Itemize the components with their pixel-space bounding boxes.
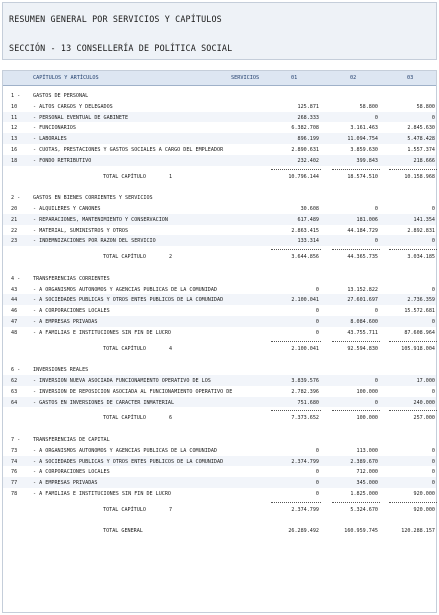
spacer-row bbox=[3, 262, 436, 273]
row-description: - A CORPORACIONES LOCALES bbox=[33, 469, 110, 476]
value-03: 0 bbox=[431, 114, 435, 121]
row-code: 78 bbox=[11, 491, 18, 497]
row-code: 44 bbox=[11, 297, 18, 304]
row-description: - A EMPRESAS PRIVADAS bbox=[33, 480, 98, 487]
total-01: 2.374.799 bbox=[291, 506, 319, 513]
row-description: - FONDO RETRIBUTIVO bbox=[33, 157, 92, 164]
row-description: - A ORGANISMOS AUTÓNOMOS Y AGENCIAS PÚBLICAS DE LA COMUNIDAD bbox=[33, 447, 218, 454]
total-03: 10.158.968 bbox=[404, 173, 435, 180]
value-01: 125.871 bbox=[297, 103, 319, 110]
total-chapter-number: 4 bbox=[169, 345, 173, 352]
value-01: 232.402 bbox=[297, 157, 319, 164]
value-01: 133.314 bbox=[297, 238, 319, 245]
row-code: 73 bbox=[11, 447, 18, 454]
value-01: 0 bbox=[315, 308, 319, 315]
value-01: 6.382.708 bbox=[291, 125, 319, 132]
total-label: TOTAL CAPÍTULO bbox=[103, 173, 146, 180]
row-description: - PERSONAL EVENTUAL DE GABINETE bbox=[33, 114, 129, 121]
value-02: 11.094.754 bbox=[347, 136, 378, 143]
value-03: 240.000 bbox=[413, 399, 435, 406]
col-02-header: 02 bbox=[350, 75, 357, 81]
total-03: 3.034.185 bbox=[407, 254, 435, 261]
value-02: 1.825.000 bbox=[350, 491, 378, 497]
row-description: - A ORGANISMOS AUTÓNOMOS Y AGENCIAS PÚBLICAS DE LA COMUNIDAD bbox=[33, 286, 218, 293]
value-01: 2.782.396 bbox=[291, 388, 319, 395]
row-code: 76 bbox=[11, 469, 18, 476]
grand-total-01: 26.289.492 bbox=[288, 528, 319, 535]
col-03-header: 03 bbox=[407, 75, 414, 81]
value-03: 15.572.681 bbox=[404, 308, 435, 315]
row-code: 20 bbox=[11, 206, 18, 212]
table-row bbox=[3, 305, 436, 316]
table-header bbox=[3, 71, 436, 86]
table-row bbox=[3, 445, 436, 456]
total-02: 100.000 bbox=[356, 415, 378, 422]
spacer-row bbox=[3, 353, 436, 364]
row-code: 63 bbox=[11, 388, 18, 395]
row-code: 4 - bbox=[11, 275, 21, 282]
value-02: 181.006 bbox=[356, 216, 378, 223]
chapter-total-row bbox=[3, 504, 436, 515]
value-01: 0 bbox=[315, 286, 319, 293]
row-code: 74 bbox=[11, 458, 18, 465]
row-code: 1 - bbox=[11, 93, 21, 99]
chapter-heading-row bbox=[3, 434, 436, 445]
value-03: 218.666 bbox=[413, 157, 435, 164]
chapter-heading-row bbox=[3, 192, 436, 203]
total-label: TOTAL CAPÍTULO bbox=[103, 506, 146, 513]
value-01: 2.100.041 bbox=[291, 297, 319, 304]
value-02: 0 bbox=[374, 308, 378, 315]
table-row bbox=[3, 397, 436, 408]
row-code: 77 bbox=[11, 480, 18, 487]
row-description: - A SOCIEDADES PÚBLICAS Y OTROS ENTES PÚBLICOS DE LA COMUNIDAD bbox=[33, 458, 224, 465]
row-code: 2 - bbox=[11, 195, 21, 202]
col-desc-header: CAPÍTULOS Y ARTÍCULOS bbox=[33, 75, 99, 81]
chapter-total-row bbox=[3, 251, 436, 262]
row-description: - FUNCIONARIOS bbox=[33, 125, 76, 132]
value-03: 0 bbox=[431, 458, 435, 465]
row-description: - REPARACIONES, MANTENIMIENTO Y CONSERVACIÓN bbox=[33, 216, 168, 223]
table-row bbox=[3, 488, 436, 499]
value-01: 2.890.631 bbox=[291, 147, 319, 153]
row-description: - A FAMILIAS E INSTITUCIONES SIN FIN DE LUCRO bbox=[33, 491, 172, 497]
col-services-header: SERVICIOS bbox=[231, 75, 260, 81]
grand-total-label: TOTAL GENERAL bbox=[103, 528, 143, 535]
total-02: 18.574.510 bbox=[347, 173, 378, 180]
row-description: - INVERSIÓN NUEVA ASOCIADA FUNCIONAMIENTO OPERATIVO DE LOS bbox=[33, 378, 211, 384]
total-chapter-number: 2 bbox=[169, 254, 173, 261]
row-code: 21 bbox=[11, 216, 18, 223]
col-01-header: 01 bbox=[291, 75, 298, 81]
value-03: 920.000 bbox=[413, 491, 435, 497]
value-01: 0 bbox=[315, 329, 319, 336]
table-row bbox=[3, 466, 436, 477]
total-01: 7.373.652 bbox=[291, 415, 319, 422]
value-03: 87.608.964 bbox=[404, 329, 435, 336]
row-description: - CUOTAS, PRESTACIONES Y GASTOS SOCIALES A CARGO DEL EMPLEADOR bbox=[33, 147, 224, 153]
value-03: 58.800 bbox=[416, 103, 435, 110]
chapter-heading-row bbox=[3, 273, 436, 284]
total-03: 257.000 bbox=[413, 415, 435, 422]
value-02: 113.000 bbox=[356, 447, 378, 454]
total-02: 92.594.830 bbox=[347, 345, 378, 352]
table-row bbox=[3, 101, 436, 112]
total-02: 44.365.735 bbox=[347, 254, 378, 261]
table-row bbox=[3, 327, 436, 338]
value-01: 268.333 bbox=[297, 114, 319, 121]
value-03: 0 bbox=[431, 319, 435, 325]
row-code: 48 bbox=[11, 329, 18, 336]
table-row bbox=[3, 155, 436, 166]
total-03: 105.918.004 bbox=[401, 345, 435, 352]
chapter-heading-row bbox=[3, 364, 436, 375]
value-02: 399.843 bbox=[356, 157, 378, 164]
row-description: INVERSIONES REALES bbox=[33, 367, 89, 374]
section-title: SECCIÓN - 13 CONSELLERÍA DE POLÍTICA SOCIAL bbox=[9, 43, 233, 53]
spacer-row bbox=[3, 515, 436, 526]
table-row bbox=[3, 477, 436, 488]
row-description: TRANSFERENCIAS CORRIENTES bbox=[33, 275, 110, 282]
total-chapter-number: 7 bbox=[169, 506, 173, 513]
row-code: 23 bbox=[11, 238, 18, 245]
row-description: - INDEMNIZACIONES POR RAZÓN DEL SERVICIO bbox=[33, 238, 156, 245]
table-row bbox=[3, 284, 436, 295]
row-description: - ALQUILERES Y CÁNONES bbox=[33, 206, 101, 212]
row-code: 46 bbox=[11, 308, 18, 315]
value-02: 0 bbox=[374, 114, 378, 121]
value-02: 3.161.463 bbox=[350, 125, 378, 132]
table-row bbox=[3, 456, 436, 467]
value-02: 44.184.729 bbox=[347, 227, 378, 234]
value-02: 8.084.600 bbox=[350, 319, 378, 325]
value-01: 2.374.799 bbox=[291, 458, 319, 465]
value-01: 30.608 bbox=[300, 206, 319, 212]
row-code: 43 bbox=[11, 286, 18, 293]
value-03: 2.736.359 bbox=[407, 297, 435, 304]
row-description: - GASTOS EN INVERSIONES DE CARÁCTER INMATERIAL bbox=[33, 399, 175, 406]
row-description: - A FAMILIAS E INSTITUCIONES SIN FIN DE LUCRO bbox=[33, 329, 172, 336]
value-02: 345.000 bbox=[356, 480, 378, 487]
table-row bbox=[3, 386, 436, 397]
table-row bbox=[3, 133, 436, 144]
value-02: 0 bbox=[374, 238, 378, 245]
report-title: RESUMEN GENERAL POR SERVICIOS Y CAPÍTULOS bbox=[9, 14, 222, 24]
value-03: 0 bbox=[431, 480, 435, 487]
value-02: 3.859.630 bbox=[350, 147, 378, 153]
row-code: 64 bbox=[11, 399, 18, 406]
value-03: 0 bbox=[431, 238, 435, 245]
row-description: - A EMPRESAS PRIVADAS bbox=[33, 319, 98, 325]
value-02: 100.000 bbox=[356, 388, 378, 395]
grand-total-row bbox=[3, 525, 436, 536]
row-code: 6 - bbox=[11, 367, 21, 374]
chapter-heading-row bbox=[3, 90, 436, 101]
value-02: 43.755.711 bbox=[347, 329, 378, 336]
value-01: 0 bbox=[315, 480, 319, 487]
value-03: 141.354 bbox=[413, 216, 435, 223]
spacer-row bbox=[3, 423, 436, 434]
table-row bbox=[3, 144, 436, 155]
row-description: - A SOCIEDADES PÚBLICAS Y OTROS ENTES PÚBLICOS DE LA COMUNIDAD bbox=[33, 297, 224, 304]
table-row bbox=[3, 225, 436, 236]
value-02: 0 bbox=[374, 399, 378, 406]
value-02: 0 bbox=[374, 206, 378, 212]
total-02: 5.324.670 bbox=[350, 506, 378, 513]
row-code: 22 bbox=[11, 227, 18, 234]
spacer-row bbox=[3, 181, 436, 192]
value-03: 0 bbox=[431, 469, 435, 476]
value-02: 0 bbox=[374, 378, 378, 384]
table-row bbox=[3, 375, 436, 386]
grand-total-03: 120.288.157 bbox=[401, 528, 435, 535]
value-03: 0 bbox=[431, 388, 435, 395]
row-description: GASTOS EN BIENES CORRIENTES Y SERVICIOS bbox=[33, 195, 153, 202]
value-03: 5.478.428 bbox=[407, 136, 435, 143]
row-code: 18 bbox=[11, 157, 18, 164]
report-header bbox=[2, 2, 437, 60]
total-label: TOTAL CAPÍTULO bbox=[103, 254, 146, 261]
value-03: 2.845.630 bbox=[407, 125, 435, 132]
row-code: 47 bbox=[11, 319, 18, 325]
chapter-total-row bbox=[3, 412, 436, 423]
value-01: 0 bbox=[315, 447, 319, 454]
row-code: 12 bbox=[11, 125, 18, 132]
value-01: 0 bbox=[315, 469, 319, 476]
value-03: 1.557.374 bbox=[407, 147, 435, 153]
value-03: 17.000 bbox=[416, 378, 435, 384]
value-01: 0 bbox=[315, 491, 319, 497]
row-code: 10 bbox=[11, 103, 18, 110]
value-02: 27.601.697 bbox=[347, 297, 378, 304]
row-code: 13 bbox=[11, 136, 18, 143]
value-03: 2.892.831 bbox=[407, 227, 435, 234]
row-description: - ALTOS CARGOS Y DELEGADOS bbox=[33, 103, 113, 110]
row-code: 7 - bbox=[11, 437, 21, 443]
value-03: 0 bbox=[431, 286, 435, 293]
value-02: 712.000 bbox=[356, 469, 378, 476]
total-chapter-number: 6 bbox=[169, 415, 173, 422]
value-03: 0 bbox=[431, 447, 435, 454]
table-row bbox=[3, 294, 436, 305]
value-01: 896.199 bbox=[297, 136, 319, 143]
value-02: 2.389.670 bbox=[350, 458, 378, 465]
value-02: 13.152.822 bbox=[347, 286, 378, 293]
value-01: 0 bbox=[315, 319, 319, 325]
budget-table bbox=[2, 70, 437, 613]
value-01: 3.839.576 bbox=[291, 378, 319, 384]
table-row bbox=[3, 214, 436, 225]
chapter-total-row bbox=[3, 343, 436, 354]
total-chapter-number: 1 bbox=[169, 173, 173, 180]
total-01: 2.100.041 bbox=[291, 345, 319, 352]
total-label: TOTAL CAPÍTULO bbox=[103, 345, 146, 352]
table-row bbox=[3, 235, 436, 246]
total-03: 920.000 bbox=[413, 506, 435, 513]
row-description: - MATERIAL, SUMINISTROS Y OTROS bbox=[33, 227, 129, 234]
value-01: 2.863.415 bbox=[291, 227, 319, 234]
table-row bbox=[3, 112, 436, 123]
table-row bbox=[3, 122, 436, 133]
total-label: TOTAL CAPÍTULO bbox=[103, 415, 146, 422]
total-01: 10.796.144 bbox=[288, 173, 319, 180]
row-code: 11 bbox=[11, 114, 18, 121]
value-01: 751.680 bbox=[297, 399, 319, 406]
chapter-total-row bbox=[3, 171, 436, 182]
row-description: TRANSFERENCIAS DE CAPITAL bbox=[33, 437, 110, 443]
total-01: 3.644.856 bbox=[291, 254, 319, 261]
table-row bbox=[3, 203, 436, 214]
row-code: 62 bbox=[11, 378, 18, 384]
value-02: 58.800 bbox=[359, 103, 378, 110]
row-description: - INVERSIÓN DE REPOSICIÓN ASOCIADA AL FUNCIONAMIENTO OPERATIVO DE bbox=[33, 388, 233, 395]
row-description: - A CORPORACIONES LOCALES bbox=[33, 308, 110, 315]
value-03: 0 bbox=[431, 206, 435, 212]
row-description: - LABORALES bbox=[33, 136, 67, 143]
grand-total-02: 160.959.745 bbox=[344, 528, 378, 535]
row-description: GASTOS DE PERSONAL bbox=[33, 93, 89, 99]
value-01: 617.489 bbox=[297, 216, 319, 223]
row-code: 16 bbox=[11, 147, 18, 153]
table-row bbox=[3, 316, 436, 327]
